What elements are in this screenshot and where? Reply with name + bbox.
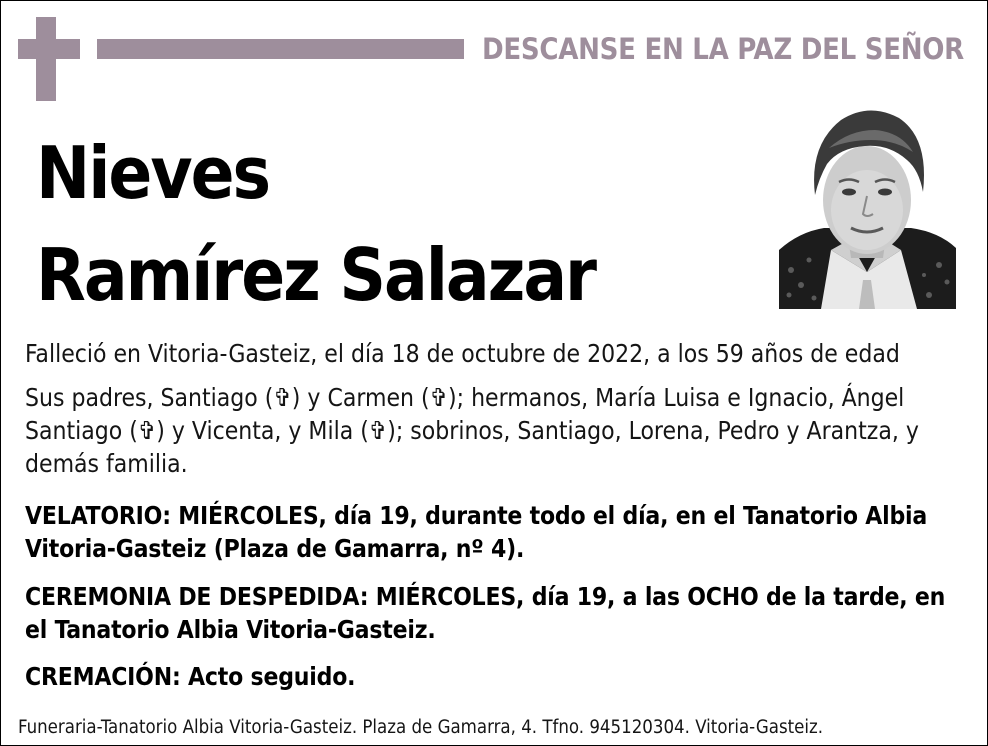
deceased-first-name: Nieves <box>36 131 270 215</box>
wake-info: VELATORIO: MIÉRCOLES, día 19, durante todo el día, en el Tanatorio Albia Vitoria-Gasteiz (Plaza de Gamarra, nº 4). <box>25 501 928 563</box>
header-title: DESCANSE EN LA PAZ DEL SEÑOR <box>482 32 964 66</box>
deceased-surnames: Ramírez Salazar <box>36 233 595 317</box>
cross-icon-vertical <box>36 17 56 101</box>
ceremony-info: CEREMONIA DE DESPEDIDA: MIÉRCOLES, día 19, a las OCHO de la tarde, en el Tanatorio Albia Vitoria-Gasteiz. <box>25 582 946 644</box>
funeral-home-footer: Funeraria-Tanatorio Albia Vitoria-Gasteiz. Plaza de Gamarra, 4. Tfno. 945120304. Vitoria-Gasteiz. <box>18 717 824 738</box>
cremation-info: CREMACIÓN: Acto seguido. <box>25 662 356 691</box>
header-divider-bar <box>97 39 464 59</box>
portrait-photo <box>779 100 956 309</box>
family-list: Sus padres, Santiago (✞) y Carmen (✞); hermanos, María Luisa e Ignacio, Ángel Santiago (✞) y Vicenta, y Mila (✞); sobrinos, Santiago, Lorena, Pedro y Arantza, y demás familia. <box>25 383 919 478</box>
cross-icon-horizontal <box>18 39 80 59</box>
death-notice: Falleció en Vitoria-Gasteiz, el día 18 de octubre de 2022, a los 59 años de edad <box>25 339 900 368</box>
